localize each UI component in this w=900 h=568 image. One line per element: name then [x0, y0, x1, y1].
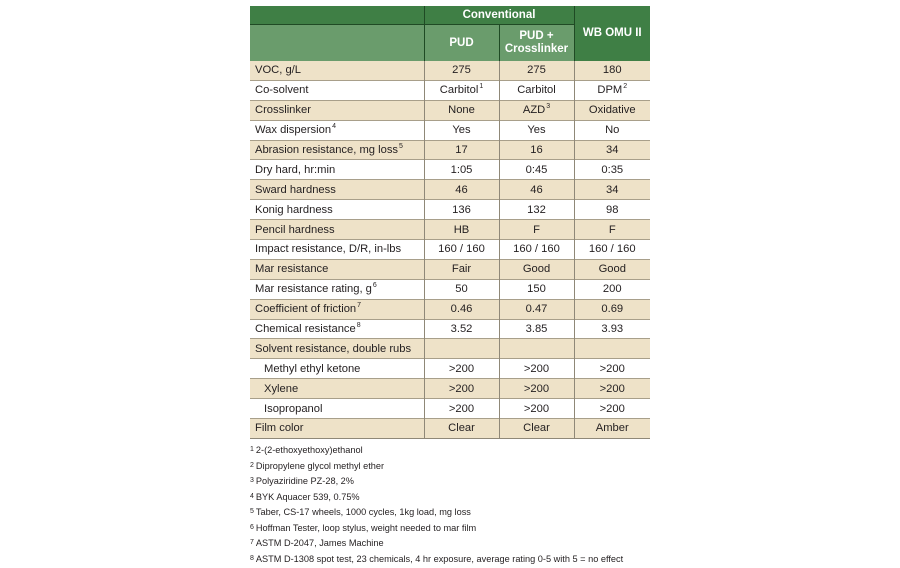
pud-crosslinker-header-line1: PUD + — [519, 30, 554, 42]
pud-crosslinker-value-cell — [499, 80, 574, 100]
table-row — [250, 100, 650, 120]
cell-value: None — [448, 104, 475, 117]
property-label: VOC, g/L — [255, 64, 302, 77]
pud-crosslinker-value-cell — [499, 61, 574, 80]
wb-omu-value-cell — [574, 259, 650, 279]
property-cell — [250, 61, 424, 80]
cell-value: No — [605, 124, 620, 137]
wb-omu-value-cell — [574, 61, 650, 80]
cell-value: 200 — [602, 283, 622, 296]
property-label: Sward hardness — [255, 183, 336, 196]
footnote-number: 7 — [250, 539, 254, 547]
property-label: Chemical resistance — [255, 323, 356, 336]
cell-value: 17 — [455, 144, 468, 156]
pud-value-cell — [424, 80, 499, 100]
footnote-text: Polyaziridine PZ-28, 2% — [255, 476, 354, 487]
property-cell — [250, 140, 424, 160]
property-cell — [250, 200, 424, 220]
pud-crosslinker-value-cell — [499, 399, 574, 419]
cell-value: >200 — [448, 382, 475, 395]
footnote-ref: 2 — [623, 83, 628, 91]
header-blank-bottom — [250, 25, 424, 62]
pud-value-cell — [424, 240, 499, 260]
cell-value: >200 — [523, 402, 550, 415]
property-label: Mar resistance rating, g — [255, 283, 372, 296]
property-label: Solvent resistance, double rubs — [255, 342, 412, 355]
cell-value: 16 — [530, 144, 543, 156]
cell-value: 160 / 160 — [513, 243, 560, 256]
cell-value: 46 — [530, 183, 543, 196]
property-cell — [250, 180, 424, 200]
table-row — [250, 299, 650, 319]
cell-value: DPM — [597, 84, 623, 97]
pud-crosslinker-value-cell — [499, 200, 574, 220]
footnote — [250, 459, 650, 475]
footnote-ref: 8 — [356, 322, 361, 330]
cell-value: >200 — [599, 362, 625, 375]
cell-value: >200 — [599, 402, 625, 415]
footnote — [250, 474, 650, 490]
cell-value: F — [608, 223, 616, 236]
cell-value: 160 / 160 — [588, 243, 636, 256]
footnote-text: 2-(2-ethoxyethoxy)ethanol — [255, 444, 363, 455]
wb-omu-value-cell — [574, 299, 650, 319]
header-blank-top — [250, 6, 424, 25]
property-label: Abrasion resistance, mg loss — [255, 144, 399, 156]
conventional-group-header: Conventional — [424, 6, 574, 25]
table-row — [250, 399, 650, 419]
table-row — [250, 220, 650, 240]
wb-omu-column-header: WB OMU II — [574, 6, 650, 61]
property-label: Co-solvent — [255, 84, 309, 97]
table-row — [250, 359, 650, 379]
wb-omu-value-cell — [574, 279, 650, 299]
cell-value: 34 — [606, 144, 619, 156]
pud-crosslinker-header-line2: Crosslinker — [504, 43, 569, 55]
property-cell — [250, 259, 424, 279]
cell-value: >200 — [523, 362, 550, 375]
property-label: Wax dispersion — [255, 124, 332, 137]
footnote-text: ASTM D-2047, James Machine — [255, 538, 384, 549]
wb-omu-value-cell — [574, 359, 650, 379]
table-row — [250, 200, 650, 220]
pud-crosslinker-value-cell — [499, 220, 574, 240]
footnote — [250, 490, 650, 506]
property-cell — [250, 379, 424, 399]
pud-crosslinker-column-header — [499, 25, 574, 62]
pud-crosslinker-value-cell — [499, 240, 574, 260]
cell-value: Carbitol — [439, 84, 479, 97]
wb-omu-value-cell — [574, 180, 650, 200]
wb-omu-value-cell — [574, 100, 650, 120]
table-row — [250, 279, 650, 299]
footnote-text: BYK Aquacer 539, 0.75% — [255, 491, 360, 502]
footnote — [250, 521, 650, 537]
cell-value: Amber — [595, 422, 629, 435]
property-label: Coefficient of friction — [255, 303, 357, 316]
comparison-table — [250, 6, 650, 439]
cell-value: Clear — [523, 422, 550, 435]
property-cell — [250, 240, 424, 260]
pud-crosslinker-value-cell — [499, 180, 574, 200]
cell-value: 34 — [606, 183, 619, 196]
cell-value: 150 — [527, 283, 546, 296]
property-label: Impact resistance, D/R, in-lbs — [255, 243, 402, 256]
wb-omu-value-cell — [574, 120, 650, 140]
table-row — [250, 319, 650, 339]
property-cell — [250, 120, 424, 140]
pud-value-cell — [424, 220, 499, 240]
wb-omu-value-cell — [574, 339, 650, 359]
pud-value-cell — [424, 140, 499, 160]
cell-value: 275 — [527, 64, 546, 77]
cell-value: 180 — [602, 64, 622, 77]
table-row — [250, 379, 650, 399]
pud-value-cell — [424, 100, 499, 120]
cell-value: 132 — [527, 203, 546, 216]
cell-value: 0:35 — [601, 163, 624, 176]
header-row-group — [250, 6, 650, 25]
property-label: Konig hardness — [255, 203, 333, 216]
property-cell — [250, 399, 424, 419]
property-cell — [250, 339, 424, 359]
wb-omu-value-cell — [574, 399, 650, 419]
table-header — [250, 6, 650, 61]
pud-value-cell — [424, 299, 499, 319]
cell-value: >200 — [448, 362, 475, 375]
pud-value-cell — [424, 419, 499, 439]
footnote-number: 5 — [250, 508, 254, 516]
footnote-number: 2 — [250, 461, 254, 469]
property-cell — [250, 80, 424, 100]
cell-value: 0.47 — [525, 303, 548, 316]
cell-value: >200 — [523, 382, 550, 395]
table-row — [250, 180, 650, 200]
footnote-number: 3 — [250, 477, 254, 485]
property-label: Crosslinker — [255, 104, 311, 117]
wb-omu-value-cell — [574, 200, 650, 220]
coating-comparison-document — [250, 6, 650, 568]
cell-value: 50 — [455, 283, 468, 296]
property-label: Pencil hardness — [255, 223, 335, 236]
property-label: Methyl ethyl ketone — [264, 362, 361, 375]
footnote — [250, 552, 650, 568]
footnote — [250, 505, 650, 521]
footnote-ref: 1 — [479, 83, 484, 91]
cell-value: 275 — [452, 64, 471, 77]
property-label: Isopropanol — [264, 402, 323, 415]
cell-value: 46 — [455, 183, 468, 196]
footnote-ref: 3 — [546, 103, 551, 111]
pud-crosslinker-value-cell — [499, 160, 574, 180]
footnote-ref: 5 — [399, 143, 403, 150]
cell-value: Fair — [451, 263, 472, 276]
pud-crosslinker-value-cell — [499, 339, 574, 359]
property-cell — [250, 359, 424, 379]
cell-value: 136 — [452, 203, 471, 216]
pud-value-cell — [424, 279, 499, 299]
property-label: Dry hard, hr:min — [255, 163, 336, 176]
pud-value-cell — [424, 120, 499, 140]
pud-value-cell — [424, 359, 499, 379]
cell-value: AZD — [522, 104, 546, 117]
pud-crosslinker-value-cell — [499, 100, 574, 120]
footnote-text: ASTM D-1308 spot test, 23 chemicals, 4 hr exposure, average rating 0-5 with 5 = no effect — [255, 554, 624, 565]
property-label: Xylene — [264, 382, 299, 395]
pud-value-cell — [424, 379, 499, 399]
cell-value: 3.93 — [601, 323, 624, 336]
cell-value: 0.69 — [601, 303, 624, 316]
wb-omu-value-cell — [574, 319, 650, 339]
pud-crosslinker-value-cell — [499, 319, 574, 339]
table-row — [250, 240, 650, 260]
pud-column-header: PUD — [424, 25, 499, 62]
table-row — [250, 80, 650, 100]
pud-crosslinker-value-cell — [499, 299, 574, 319]
cell-value: HB — [453, 223, 470, 236]
pud-crosslinker-value-cell — [499, 120, 574, 140]
table-body — [250, 61, 650, 438]
cell-value: 0.46 — [450, 303, 473, 316]
cell-value: Yes — [527, 124, 546, 137]
cell-value: >200 — [448, 402, 475, 415]
cell-value: 3.85 — [525, 323, 548, 336]
pud-value-cell — [424, 160, 499, 180]
pud-value-cell — [424, 61, 499, 80]
property-label: Mar resistance — [255, 263, 329, 276]
property-cell — [250, 319, 424, 339]
pud-value-cell — [424, 259, 499, 279]
table-row — [250, 140, 650, 160]
footnote-number: 4 — [250, 492, 254, 500]
pud-value-cell — [424, 200, 499, 220]
pud-value-cell — [424, 399, 499, 419]
footnote-number: 1 — [250, 445, 254, 453]
wb-omu-value-cell — [574, 80, 650, 100]
pud-value-cell — [424, 180, 499, 200]
cell-value: 3.52 — [450, 323, 473, 336]
property-cell — [250, 419, 424, 439]
footnote-number: 6 — [250, 523, 254, 531]
wb-omu-value-cell — [574, 160, 650, 180]
footnote-ref: 7 — [357, 302, 362, 310]
cell-value: Yes — [452, 124, 471, 137]
cell-value: F — [533, 223, 540, 236]
footnote-number: 8 — [250, 555, 254, 563]
property-label: Film color — [255, 422, 304, 435]
property-cell — [250, 100, 424, 120]
pud-crosslinker-value-cell — [499, 259, 574, 279]
pud-value-cell — [424, 319, 499, 339]
footnote-text: Dipropylene glycol methyl ether — [255, 460, 385, 471]
cell-value: 1:05 — [450, 163, 473, 176]
footnote-text: Hoffman Tester, loop stylus, weight needed to mar film — [255, 522, 477, 533]
property-cell — [250, 220, 424, 240]
table-row — [250, 339, 650, 359]
table-row — [250, 259, 650, 279]
footnote-ref: 6 — [372, 282, 377, 290]
cell-value: Oxidative — [588, 104, 636, 117]
pud-crosslinker-value-cell — [499, 140, 574, 160]
cell-value: 0:45 — [525, 163, 548, 176]
footnote — [250, 443, 650, 459]
pud-crosslinker-value-cell — [499, 379, 574, 399]
footnote-text: Taber, CS-17 wheels, 1000 cycles, 1kg load, mg loss — [255, 507, 471, 518]
footnotes — [250, 443, 650, 568]
pud-crosslinker-value-cell — [499, 419, 574, 439]
table-row — [250, 419, 650, 439]
table-row — [250, 120, 650, 140]
property-cell — [250, 299, 424, 319]
cell-value: Good — [598, 263, 626, 276]
wb-omu-value-cell — [574, 240, 650, 260]
cell-value: 98 — [606, 203, 619, 216]
pud-crosslinker-value-cell — [499, 359, 574, 379]
property-cell — [250, 160, 424, 180]
cell-value: Clear — [448, 422, 475, 435]
cell-value: >200 — [599, 382, 625, 395]
wb-omu-value-cell — [574, 419, 650, 439]
pud-crosslinker-value-cell — [499, 279, 574, 299]
table-row — [250, 61, 650, 80]
footnote-ref: 4 — [332, 123, 336, 131]
pud-value-cell — [424, 339, 499, 359]
cell-value: Good — [522, 263, 551, 276]
wb-omu-value-cell — [574, 379, 650, 399]
wb-omu-value-cell — [574, 220, 650, 240]
table-row — [250, 160, 650, 180]
cell-value: Carbitol — [517, 84, 556, 97]
property-cell — [250, 279, 424, 299]
cell-value: 160 / 160 — [438, 243, 485, 256]
wb-omu-value-cell — [574, 140, 650, 160]
